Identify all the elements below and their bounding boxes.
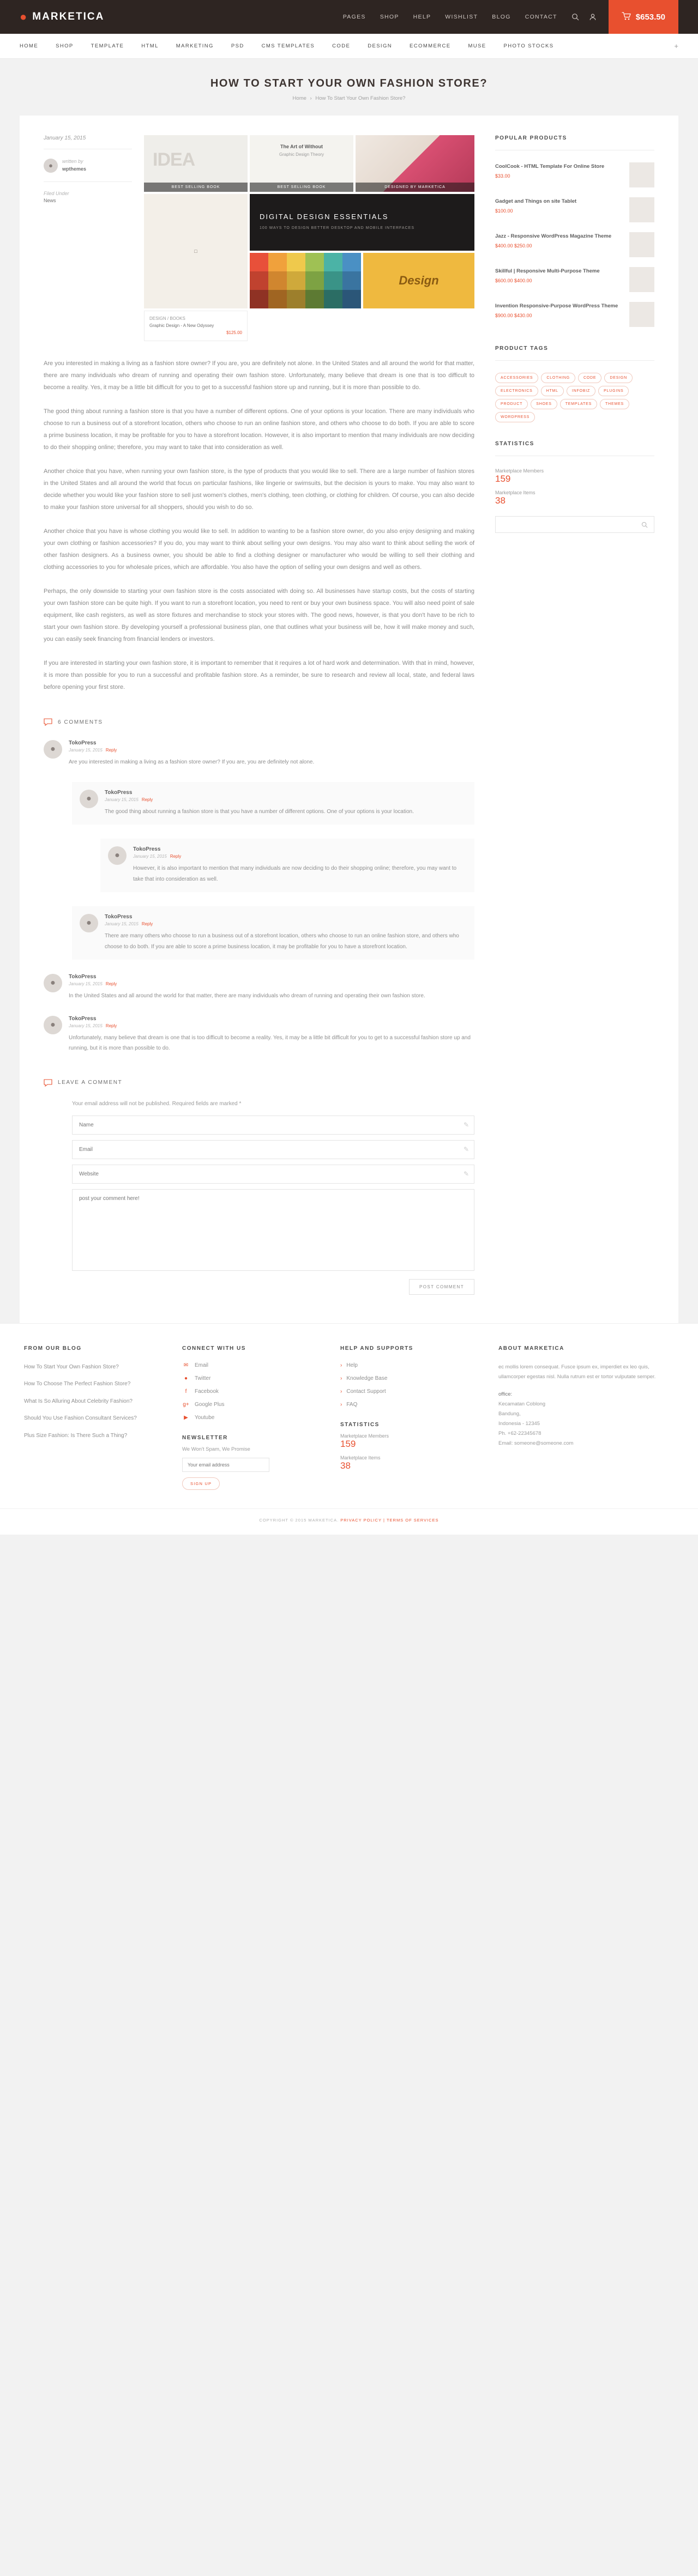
footer-connect-facebook[interactable] [182,1389,318,1395]
product-card-meta: DESIGN / BOOKS [149,316,185,321]
footer-about-text: ec mollis lorem consequat. Fusce ipsum ex, imperdiet ex leo quis, ullamcorper egestas nisl. Nulla rutrum est er tortor vulputate semper. [498,1363,656,1380]
logo-icon: ● [20,10,28,23]
article-paragraph: Are you interested in making a living as a fashion store owner? If you are, you are definitely not alone. In the United States and all around the world for that matter, there are many individuals who dream of running and operating their own fashion store. Unfortunately, many believe that dream is one that is too difficult to become a reality. Yes, it may be a little bit difficult for you to get to a successful fashion store up and running, but it is more than possible to do. [44,360,474,391]
stat-value: 159 [495,474,511,484]
footer-blog-link[interactable]: What Is So Alluring About Celebrity Fashion? [24,1398,133,1404]
article-body [44,357,474,693]
tag-item[interactable]: TEMPLATES [560,399,597,409]
footer-statistics-title: STATISTICS [340,1421,380,1428]
email-field-wrap [72,1140,474,1159]
gallery-tile-swatches[interactable] [250,253,361,308]
product-info [495,302,624,327]
comment-item [44,740,474,768]
tag-item[interactable]: ELECTRONICS [495,386,538,396]
comment-date: January 15, 2015 [105,922,139,927]
google-plus-icon: g+ [183,1401,189,1408]
page-header [0,59,698,116]
gallery-row-2 [144,194,474,341]
product-name: Invention Responsive-Purpose WordPress Theme [495,303,618,309]
footer-about-title: ABOUT MARKETICA [498,1345,564,1351]
top-link-help[interactable]: HELP [413,14,431,20]
comment-item [44,974,474,1002]
nav-muse[interactable]: MUSE [468,43,486,49]
pencil-icon: ✎ [463,1120,469,1129]
comment-body [69,740,314,768]
author-label-wrap [62,158,86,173]
comment-date: January 15, 2015 [69,981,103,987]
comment-author[interactable]: TokoPress [105,789,133,796]
brand-name: MARKETICA [32,11,105,22]
avatar: ● [44,974,62,992]
leave-comment-label: LEAVE A COMMENT [58,1080,123,1086]
gallery-tile-book[interactable] [250,135,353,192]
gallery-tile-typography[interactable] [363,253,474,308]
product-card-title: Graphic Design - A New Odyssey [149,323,214,328]
gallery-col-left [144,194,248,341]
product-tags-widget [495,346,654,422]
product-thumbnail [629,162,654,187]
website-input[interactable] [72,1165,474,1184]
stat-label: Marketplace Items [495,490,535,495]
product-thumbnail [629,302,654,327]
statistics-title: STATISTICS [495,441,534,447]
page-title: HOW TO START YOUR OWN FASHION STORE? [210,77,488,89]
product-info [495,162,624,187]
footer-connect-twitter[interactable] [182,1375,318,1381]
comment-body [69,1016,474,1054]
nav-shop[interactable]: SHOP [56,43,74,49]
footer-about-column [498,1345,662,1490]
swatch-artwork [250,253,361,308]
footer-connect-googleplus[interactable] [182,1402,318,1408]
product-thumbnail [629,267,654,292]
comment-text: The good thing about running a fashion store is that you have a number of different options. One of your options is your location. [105,808,414,815]
product-price: $33.00 [495,173,510,179]
book-subtitle: Graphic Design Theory [279,152,324,157]
footer-help-title: HELP AND SUPPORTS [340,1345,413,1351]
gallery-tile-idea[interactable] [144,135,248,192]
tag-item[interactable]: HTML [541,386,564,396]
comment-meta [133,854,467,859]
post-date: January 15, 2015 [44,135,132,149]
comment-date: January 15, 2015 [69,1023,103,1028]
comment-meta [105,922,467,926]
youtube-icon: ▶ [184,1414,188,1421]
copyright-bar [0,1508,698,1535]
footer-connect-label: Google Plus [195,1401,225,1408]
comment-author[interactable]: TokoPress [69,1015,97,1022]
footer-help-column [340,1345,477,1490]
top-link-shop[interactable]: SHOP [380,14,399,20]
top-icon-group [571,13,597,21]
product-thumbnail [629,197,654,222]
office-line: Bandung, [498,1411,521,1417]
footer-connect-label: Facebook [195,1388,219,1395]
tag-item[interactable]: WORDPRESS [495,412,535,422]
product-price: $400.00 $250.00 [495,243,532,249]
newsletter-title: NEWSLETTER [182,1434,228,1441]
comment-reply-link[interactable]: Reply [170,854,182,859]
tag-item[interactable]: PLUGINS [598,386,629,396]
email-input[interactable] [72,1140,474,1159]
post-category[interactable]: News [44,198,56,203]
comments-heading [44,718,474,726]
tile-caption: BEST SELLING BOOK [250,183,353,192]
comments-count-label: 6 COMMENTS [58,719,103,725]
search-icon[interactable] [635,517,654,532]
newsletter-text: We Won't Spam, We Promise [182,1446,250,1452]
facebook-icon: f [185,1388,187,1395]
user-icon[interactable] [589,13,597,21]
article-paragraph: Another choice that you have, when running your own fashion store, is the type of products that you would like to sell. There are a large number of fashion stores in the United States and all around the world that focus on particular fashions, like lingerie or swimsuits, but the decision is yours to make. You may also want to decide whether you would like your fashion store to sell just women's clothes, men's clothing, teen clothing, or clothing for children. Of course, you can also decide to make your fashion store universal for all shoppers, should you wish to do so. [44,468,474,511]
top-link-blog[interactable]: BLOG [492,14,511,20]
nav-cms-templates[interactable]: CMS TEMPLATES [261,43,315,49]
nav-more-icon[interactable]: + [674,42,678,50]
footer-connect-email[interactable] [182,1362,318,1368]
comment-text: There are many others who choose to run a business out of a storefront location, others who choose to run an online fashion store, and others who choose to do both. If you are able to score a prime business location, it may be profitable for you to have a storefront location. [105,933,459,950]
pencil-icon: ✎ [463,1169,469,1178]
product-list-item[interactable] [495,267,654,292]
website-field-wrap [72,1165,474,1184]
main-nav [0,34,698,59]
footer-help-label[interactable]: › Knowledge Base [346,1375,388,1381]
nav-psd[interactable]: PSD [231,43,244,49]
comment-textarea[interactable] [72,1189,474,1271]
comment-item [72,906,474,960]
filed-under [44,191,132,203]
gallery-row-1 [144,135,474,192]
comment-author[interactable]: TokoPress [105,914,133,920]
product-name: Jazz - Responsive WordPress Magazine Theme [495,233,612,239]
product-name: Gadget and Things on site Tablet [495,198,577,204]
tag-item[interactable]: THEMES [600,399,629,409]
tag-item[interactable]: ACCESSORIES [495,373,538,383]
footer-blog-link[interactable]: How To Choose The Perfect Fashion Store? [24,1381,131,1387]
footer-help-label[interactable]: › FAQ [346,1401,358,1408]
stat-value: 38 [495,495,506,506]
nav-template[interactable]: TEMPLATE [91,43,124,49]
twitter-icon: ● [184,1375,188,1381]
filed-under-label: Filed Under [44,191,69,196]
footer-connect-label: Twitter [195,1375,211,1381]
footer-connect-youtube[interactable] [182,1415,318,1421]
idea-artwork: IDEA [153,149,195,170]
comment-text: In the United States and all around the world for that matter, there are many individuals who dream of running and operating their own fashion store. [69,993,425,999]
tile-caption: DESIGNED BY MARKETICA [356,183,474,192]
footer-stat-value: 38 [340,1460,351,1471]
pencil-icon [44,1079,52,1087]
gallery-row-3 [250,251,474,308]
typography-artwork: Design [399,274,439,287]
book-title: The Art of Without [280,144,323,149]
cart-total: $653.50 [635,12,665,22]
footer-connect-title: CONNECT WITH US [182,1345,246,1351]
comment-body [105,914,467,952]
office-line: Kecamatan Coblong [498,1401,546,1408]
post-meta [44,135,132,341]
tag-item[interactable]: CLOTHING [541,373,575,383]
avatar: ● [80,790,98,808]
name-field-wrap [72,1116,474,1135]
digital-design-title: DIGITAL DESIGN ESSENTIALS [260,213,389,221]
footer-help-label[interactable]: › Contact Support [346,1388,386,1395]
site-footer [0,1323,698,1508]
product-card[interactable] [144,311,248,341]
avatar: ● [108,846,127,865]
form-notice: Your email address will not be published. Required fields are marked * [72,1100,242,1107]
office-line: Ph. +62-22345678 [498,1431,541,1437]
office-line: Email: someone@someone.com [498,1440,574,1447]
popular-products-title: POPULAR PRODUCTS [495,135,567,141]
comment-icon [44,718,52,726]
comment-body [69,974,425,1002]
product-tags-title: PRODUCT TAGS [495,346,549,351]
footer-stat-value: 159 [340,1438,356,1449]
footer-stat-label: Marketplace Items [340,1454,381,1460]
product-name: CoolCook - HTML Template For Online Store [495,163,605,169]
comment-author[interactable]: TokoPress [69,740,97,747]
top-link-contact[interactable]: CONTACT [525,14,557,20]
nav-code[interactable]: CODE [332,43,351,49]
post-top-row [44,135,474,341]
book-artwork [250,135,353,159]
comment-reply-link[interactable]: Reply [105,1023,117,1028]
name-input[interactable] [72,1116,474,1135]
search-input[interactable] [496,517,635,532]
avatar: ● [44,1016,62,1034]
breadcrumb-current: How To Start Your Own Fashion Store? [315,95,406,101]
product-card-price: $125.00 [226,330,242,335]
avatar: ● [44,740,62,759]
footer-help-link [340,1375,477,1381]
comment-item [72,782,474,825]
breadcrumb-home[interactable]: Home [292,95,306,101]
product-list-item[interactable] [495,197,654,222]
leave-comment-heading [44,1079,474,1087]
comment-item [44,1016,474,1054]
comment-meta [105,797,414,802]
post-content [44,135,474,1295]
tag-item[interactable]: PRODUCT [495,399,528,409]
product-info [495,232,624,257]
utility-nav [343,14,557,20]
post-gallery [144,135,474,341]
digital-design-subtitle: 100 WAYS TO DESIGN BETTER DESKTOP AND MOBILE INTERFACES [260,226,414,230]
page-shell [20,116,678,1323]
gallery-tile-poster[interactable] [356,135,474,192]
product-name: Skillful | Responsive Multi-Purpose Theme [495,268,600,274]
product-list-item[interactable] [495,232,654,257]
tile-caption: BEST SELLING BOOK [144,183,248,192]
article-paragraph: If you are interested in starting your own fashion store, it is important to remember that it requires a lot of hard work and determination. With that in mind, however, it is more than possible for you to run a successful and profitable fashion store. As a reminder, be sure to research and review all local, state, and federal laws before opening your first store. [44,660,474,691]
comment-meta [69,748,314,753]
comment-meta [69,981,425,986]
article-paragraph: The good thing about running a fashion store is that you have a number of different options. One of your options is your location. There are many individuals who choose to run a business out of a storefront location, others who choose to run an online fashion store, and others who choose to do both. If you are able to score a prime business location, it may be profitable for you to have a storefront location. However, it is also important to mention that many individuals are now deciding to do their shopping online; therefore, you may want to take that into consideration as well. [44,408,474,451]
gallery-tile-magazine[interactable] [144,194,248,308]
product-list-item[interactable] [495,162,654,187]
footer-help-link [340,1389,477,1395]
tag-item[interactable]: SHOES [531,399,557,409]
office-title: office: [498,1391,513,1397]
copyright-text: COPYRIGHT © 2015 MARKETICA. [259,1517,339,1523]
sidebar-search [495,516,654,533]
nav-design[interactable]: DESIGN [368,43,393,49]
footer-help-link [340,1402,477,1408]
tag-item[interactable]: INFOBIZ [567,386,595,396]
comment-text: Are you interested in making a living as a fashion store owner? If you are, you are definitely not alone. [69,759,315,766]
product-price: $900.00 $430.00 [495,313,532,319]
magazine-artwork: □ [144,194,248,308]
newsletter-signup-button[interactable]: SIGN UP [182,1477,220,1490]
pencil-icon: ✎ [463,1145,469,1153]
comment-text: Unfortunately, many believe that dream is one that is too difficult to become a reality. Yes, it may be a little bit difficult for you to get to a successful fashion store up and running, but it is more than possible to do. [69,1034,471,1052]
footer-help-link [340,1362,477,1368]
comment-reply-link[interactable]: Reply [105,748,117,753]
footer-blog-link[interactable]: Plus Size Fashion: Is There Such a Thing? [24,1432,128,1439]
comment-date: January 15, 2015 [105,797,139,802]
comment-text: However, it is also important to mention that many individuals are now deciding to do their shopping online; therefore, you may want to take that into consideration as well. [133,865,457,882]
tag-item[interactable]: CODE [578,373,601,383]
nav-marketing[interactable]: MARKETING [176,43,214,49]
footer-blog-column [24,1345,160,1490]
footer-connect-column [182,1345,318,1490]
post-author [44,158,132,182]
article-paragraph: Perhaps, the only downside to starting your own fashion store is the costs associated with doing so. All businesses have startup costs, but the costs of starting your own fashion store can be quite high. If you want to run a storefront location, you need to rent or buy your own business space. You will also need point of sale equipment, like cash registers, as well as store fixtures and merchandise to stock your stores with. The good news, however, is that you don't have to be rich to start your own fashion store. By developing yourself a professional business plan, one that outlines what your business will be, how it will make money and such, you can easily seek financing from financial lenders or investors. [44,588,474,643]
product-price: $600.00 $400.00 [495,278,532,284]
comment-reply-link[interactable]: Reply [141,797,153,802]
statistics-widget [495,441,654,533]
footer-stat-label: Marketplace Members [340,1433,389,1439]
gallery-tile-digital-design[interactable] [250,194,474,251]
comment-author[interactable]: TokoPress [69,974,97,980]
comment-body [105,790,414,817]
newsletter-email-input[interactable] [182,1458,269,1472]
site-logo[interactable] [20,10,104,24]
avatar: ● [80,914,98,932]
footer-blog-title: FROM OUR BLOG [24,1345,82,1351]
product-info [495,267,624,292]
product-info [495,197,624,222]
cart-button[interactable] [609,0,678,34]
comment-form [44,1101,474,1295]
post-comment-button[interactable]: POST COMMENT [409,1279,474,1295]
footer-help-label[interactable]: › Help [346,1362,358,1368]
comment-reply-link[interactable]: Reply [141,922,153,927]
avatar: ● [44,159,58,173]
comment-reply-link[interactable]: Reply [105,981,117,987]
nav-photo-stocks[interactable]: PHOTO STOCKS [503,43,554,49]
gallery-col-right [250,194,474,341]
author-name[interactable]: wpthemes [62,166,87,172]
footer-connect-label: Email [195,1362,209,1368]
nav-home[interactable]: HOME [20,43,39,49]
product-list-item[interactable] [495,302,654,327]
tag-item[interactable]: DESIGN [604,373,633,383]
footer-office [498,1390,662,1448]
comment-date: January 15, 2015 [69,748,103,753]
digital-design-artwork [250,194,474,231]
tag-cloud [495,373,654,422]
nav-html[interactable]: HTML [141,43,159,49]
footer-connect-label: Youtube [195,1414,215,1421]
email-icon: ✉ [183,1362,189,1368]
comment-date: January 15, 2015 [133,854,167,859]
top-link-wishlist[interactable]: WISHLIST [445,14,478,20]
comment-meta [69,1023,474,1028]
footer-blog-link[interactable]: How To Start Your Own Fashion Store? [24,1363,119,1370]
comment-field-wrap [72,1189,474,1272]
form-actions [72,1279,474,1295]
top-link-pages[interactable]: PAGES [342,14,366,20]
cart-icon [622,12,631,22]
popular-products-widget [495,135,654,327]
product-thumbnail [629,232,654,257]
written-by-label: written by [62,159,83,164]
office-line: Indonesia - 12345 [498,1421,540,1427]
comment-author[interactable]: TokoPress [133,846,161,853]
article-paragraph: Another choice that you have is whose clothing you would like to sell. In addition to wanting to be a fashion store owner, do you also enjoy designing and making your own clothing or fashion accessories? If you do, you may want to think about selling your own designs. You may also want to think about selling the work of other fashion designers. As a business owner, you should be able to find a clothing designer or manufacturer who would be willing to sell their clothing and clothing accessories to you for wholesale prices, which are affordable. You also have the option of selling your own designs and well as others. [44,528,474,571]
stat-label: Marketplace Members [495,468,544,474]
breadcrumb [0,95,698,101]
comment-body [133,846,467,884]
copyright-links[interactable]: PRIVACY POLICY | TERMS OF SERVICES [340,1517,439,1523]
search-icon[interactable] [571,13,579,21]
nav-ecommerce[interactable]: ECOMMERCE [410,43,451,49]
footer-blog-link[interactable]: Should You Use Fashion Consultant Services? [24,1415,137,1422]
product-price: $100.00 [495,208,513,214]
top-bar [0,0,698,34]
sidebar [495,135,654,1295]
comment-item [100,839,474,892]
breadcrumb-separator: › [310,95,312,101]
